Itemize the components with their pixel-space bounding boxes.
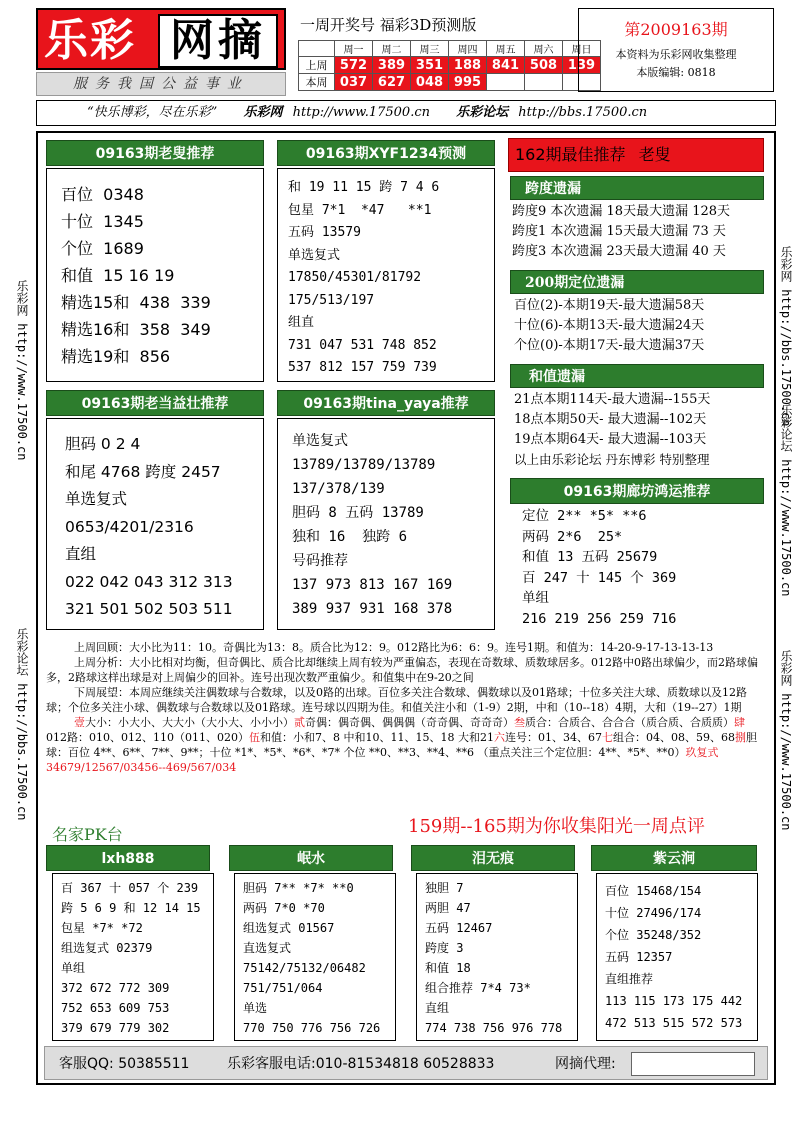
xyf-title: 09163期XYF1234预测 [277, 140, 495, 166]
pk-col-2-title: 岷水 [229, 845, 393, 871]
pick-key: 玖 [685, 746, 697, 759]
laodang-panel [46, 418, 264, 630]
pos-miss-line: 个位(0)-本期17天-最大遗漏37天 [514, 338, 705, 353]
site-logo [36, 8, 286, 70]
pick-key: 肆 [734, 716, 745, 729]
sum-miss-credit: 以上由乐彩论坛 丹东博彩 特别整理 [514, 452, 710, 467]
laodang-line: 单选复式 [65, 490, 128, 508]
pk-line: 组选复式 01567 [243, 921, 335, 935]
tina-line: 单选复式 [292, 433, 348, 449]
laodang-line: 022 042 043 312 313 [65, 572, 233, 591]
pk-line: 五码 12357 [605, 950, 673, 964]
draw-title: 一周开奖号 福彩3D预测版 [300, 16, 477, 34]
pk-col-2-panel [234, 873, 396, 1041]
span-miss-line: 跨度1 本次遗漏 15天最大遗漏 73 天 [512, 224, 726, 239]
pk-label: 名家PK台 [52, 825, 123, 844]
pick-key: 贰 [294, 716, 305, 729]
pos-miss-line: 百位(2)-本期19天-最大遗漏58天 [514, 298, 705, 313]
pk-line: 372 672 772 309 [61, 981, 170, 995]
pk-col-1-title: lxh888 [46, 845, 210, 871]
pk-line: 两胆 47 [425, 901, 471, 915]
span-miss-panel [512, 202, 766, 264]
draw-number-empty [525, 74, 563, 91]
draw-number: 048 [411, 74, 449, 91]
draw-number: 139 [563, 57, 601, 74]
editor-note: 本版编辑: 0818 [636, 66, 716, 79]
pick-key: 捌 [734, 731, 746, 744]
pick-text: 大小：小大小、大大小（大小大、小小小） [85, 716, 294, 729]
issue-number: 第2009163期 [624, 20, 728, 39]
sum-miss-title: 和值遗漏 [510, 364, 764, 388]
xyf-line: 单选复式 [288, 247, 341, 263]
laodang-title: 09163期老当益壮推荐 [46, 390, 264, 416]
pos-miss-panel [514, 296, 764, 358]
footer-bar [44, 1046, 768, 1080]
pick-key: 壹 [74, 716, 85, 729]
laosou-line: 十位 1345 [61, 212, 144, 231]
motto: “快乐博彩，尽在乐彩” [87, 105, 218, 120]
pk-line: 和值 18 [425, 961, 471, 975]
pk-line: 个位 35248/352 [605, 928, 702, 942]
draw-number: 508 [525, 57, 563, 74]
best-author: 老叟 [638, 145, 671, 164]
draw-number: 572 [335, 57, 373, 74]
issue-box [578, 8, 774, 92]
pk-line: 百位 15468/154 [605, 884, 702, 898]
table-row [299, 57, 601, 74]
banner [36, 100, 776, 126]
side-text-left-bottom: 乐彩论坛 http://bbs.17500.cn [15, 628, 29, 821]
row-label: 上周 [299, 57, 335, 74]
pk-promo: 159期--165期为你收集阳光一周点评 [408, 816, 705, 837]
side-text-right-bottom: 乐彩网 http://www.17500.cn [779, 650, 793, 831]
pos-miss-title: 200期定位遗漏 [510, 270, 764, 294]
pick-text: 胆球：百位 4**、6**、7**、9**；十位 *1*、*5*、*6*、*7* 个位 **0、**3、**4、**6 （重点关注三个定位胆：4**、*5*、**0） [46, 731, 757, 759]
pk-line: 组合推荐 7*4 73* [425, 981, 531, 995]
pk-col-3-panel [416, 873, 578, 1041]
pk-line: 胆码 7** *7* **0 [243, 881, 354, 895]
analysis-review: 上周回顾：大小比为11：10。奇偶比为13：8。质合比为12：9。012路比为6：6：9。连号1期。和值为：14-20-9-17-13-13-13 [74, 641, 714, 654]
sum-miss-panel [514, 390, 764, 474]
pick-text-red: 复式 34679/12567/03456--469/567/034 [46, 746, 719, 774]
laodang-line: 0653/4201/2316 [65, 517, 194, 536]
table-row [299, 74, 601, 91]
pk-line: 770 750 776 756 726 [243, 1021, 381, 1035]
side-text-left-top: 乐彩网 http://www.17500.cn [15, 280, 29, 461]
draw-number: 037 [335, 74, 373, 91]
pk-line: 直组 [425, 1001, 450, 1015]
footer-phone: 乐彩客服电话:010-81534818 60528833 [227, 1056, 495, 1072]
pk-line: 774 738 756 976 778 [425, 1021, 563, 1035]
tina-line: 13789/13789/13789 [292, 457, 436, 473]
laosou-panel [46, 168, 264, 382]
analysis-analysis: 上周分析：大小比相对均衡，但奇偶比、质合比却继续上周有较为严重偏态，表现在奇数球、质数球居多。012路中0路出球偏少，而2路球偏多，2路球这样出球是对上周偏少的回补。连号出现次数严重偏少。和值集中在9-20之间 [46, 656, 758, 684]
pos-miss-line: 十位(6)-本期13天-最大遗漏24天 [514, 318, 705, 333]
laodang-line: 胆码 0 2 4 [65, 435, 141, 453]
draw-number: 841 [487, 57, 525, 74]
tina-line: 胆码 8 五码 13789 [292, 505, 424, 521]
xyf-line: 175/513/197 [288, 292, 375, 308]
issue-note: 本资料为乐彩网收集整理 [615, 48, 737, 61]
agent-box [631, 1052, 755, 1076]
weekly-draw-table [298, 40, 601, 91]
pk-col-4-title: 紫云涧 [591, 845, 757, 871]
draw-number-empty [487, 74, 525, 91]
tina-line: 独和 16 独跨 6 [292, 529, 408, 545]
xyf-panel [277, 168, 495, 382]
pk-line: 752 653 609 753 [61, 1001, 170, 1015]
pk-line: 单选 [243, 1001, 268, 1015]
langfang-line: 两码 2*6 25* [522, 528, 623, 545]
pick-text: 012路：010、012、110（011、020） [46, 731, 249, 744]
pk-line: 跨度 3 [425, 941, 464, 955]
laosou-line: 精选19和 856 [61, 347, 171, 366]
sum-miss-line: 18点本期50天- 最大遗漏--102天 [514, 412, 707, 427]
analysis-outlook: 下周展望：本周应继续关注偶数球与合数球，以及0路的出球。百位多关注合数球、偶数球以及01路球；十位多关注大球、质数球以及12路球；个位多关注小球、偶数球与合数球以及01路球。连号球以四期为佳。和值关注小和（1-9）2期，中和（10--18）4期，大和（19--27）1期 [46, 686, 747, 714]
draw-number: 995 [449, 74, 487, 91]
analysis-picks [46, 715, 764, 775]
sum-miss-line: 21点本期114天-最大遗漏--155天 [514, 392, 711, 407]
draw-number: 188 [449, 57, 487, 74]
draw-number: 351 [411, 57, 449, 74]
tina-title: 09163期tina_yaya推荐 [277, 390, 495, 416]
footer-qq: 客服QQ: 50385511 [59, 1056, 190, 1072]
langfang-line: 单组 [522, 590, 549, 606]
pk-line: 单组 [61, 961, 86, 975]
sum-miss-line: 19点本期64天- 最大遗漏--103天 [514, 432, 707, 447]
pick-key: 七 [601, 731, 613, 744]
logo-white-block [158, 14, 278, 68]
span-miss-line: 跨度9 本次遗漏 18天最大遗漏 128天 [512, 204, 731, 219]
forum-name: 乐彩论坛 [456, 105, 509, 120]
pk-col-3-title: 泪无痕 [411, 845, 575, 871]
site-url-link[interactable]: http://www.17500.cn [292, 105, 430, 120]
langfang-line: 百 247 十 145 个 369 [522, 569, 677, 586]
pk-line: 379 679 779 302 [61, 1021, 170, 1035]
table-header: 周二 [373, 41, 411, 57]
pk-line: 472 513 515 572 573 [605, 1016, 743, 1030]
pick-text: 组合：04、08、59、68 [612, 731, 735, 744]
pk-line: 五码 12467 [425, 921, 493, 935]
tina-line: 137/378/139 [292, 481, 385, 497]
pk-line: 113 115 173 175 442 [605, 994, 743, 1008]
pick-text: 奇偶：偶奇偶、偶偶偶（奇奇偶、奇奇奇） [305, 716, 514, 729]
row-label: 本周 [299, 74, 335, 91]
span-miss-line: 跨度3 本次遗漏 23天最大遗漏 40 天 [512, 244, 726, 259]
laosou-title: 09163期老叟推荐 [46, 140, 264, 166]
laosou-line: 个位 1689 [61, 239, 144, 258]
laodang-line: 和尾 4768 跨度 2457 [65, 462, 221, 481]
best-recommend-banner [508, 138, 764, 172]
laosou-line: 和值 15 16 19 [61, 266, 175, 285]
pk-line: 十位 27496/174 [605, 906, 702, 920]
pk-line: 751/751/064 [243, 981, 323, 995]
table-header: 周五 [487, 41, 525, 57]
langfang-line: 和值 13 五码 25679 [522, 549, 658, 565]
pk-line: 独胆 7 [425, 881, 464, 895]
table-header: 周六 [525, 41, 563, 57]
pick-text: 和值：小和7、8 中和10、11、15、18 大和21 [259, 731, 494, 744]
logo-text-left: 乐彩 [44, 15, 136, 66]
span-miss-title: 跨度遗漏 [510, 176, 764, 200]
table-cell [299, 41, 335, 57]
pick-text: 连号：01、34、67 [504, 731, 602, 744]
laodang-line: 321 501 502 503 511 [65, 600, 233, 618]
pick-key: 伍 [248, 731, 260, 744]
pk-line: 75142/75132/06482 [243, 961, 366, 975]
side-text-right-mid: 乐彩论坛 http://www.17500.cn [779, 404, 793, 597]
draw-number: 389 [373, 57, 411, 74]
pk-line: 组选复式 02379 [61, 941, 153, 955]
langfang-panel [522, 506, 764, 630]
table-header: 周三 [411, 41, 449, 57]
table-header: 周日 [563, 41, 601, 57]
forum-url-link[interactable]: http://bbs.17500.cn [518, 105, 648, 120]
tina-panel [277, 418, 495, 630]
tina-line: 389 937 931 168 378 [292, 601, 453, 617]
pick-key: 叁 [514, 716, 525, 729]
footer-agent-label: 网摘代理: [555, 1056, 616, 1072]
table-header: 周四 [449, 41, 487, 57]
xyf-line: 五码 13579 [288, 225, 361, 240]
best-title: 162期最佳推荐 [515, 145, 626, 164]
xyf-line: 731 047 531 748 852 [288, 337, 437, 353]
site-name: 乐彩网 [243, 105, 283, 120]
langfang-line: 定位 2** *5* **6 [522, 508, 647, 524]
slogan: 服务我国公益事业 [36, 72, 286, 96]
tina-line: 号码推荐 [292, 553, 348, 569]
xyf-line: 包星 7*1 *47 **1 [288, 202, 432, 218]
laosou-line: 精选15和 438 339 [61, 293, 211, 312]
side-text-right-top: 乐彩网 http://bbs.17500.cn [779, 246, 793, 427]
draw-number: 627 [373, 74, 411, 91]
pk-line: 直选复式 [243, 941, 292, 955]
laosou-line: 精选16和 358 349 [61, 320, 211, 339]
langfang-line: 216 219 256 259 716 [522, 610, 677, 627]
table-header: 周一 [335, 41, 373, 57]
pick-text: 质合：合质合、合合合（质合质、合质质） [525, 716, 734, 729]
analysis-block [46, 640, 764, 775]
table-row [299, 41, 601, 57]
tina-line: 137 973 813 167 169 [292, 577, 453, 593]
laosou-line: 百位 0348 [61, 185, 144, 204]
xyf-line: 17850/45301/81792 [288, 270, 422, 285]
pk-line: 直组推荐 [605, 972, 654, 986]
pk-line: 包星 *7* *72 [61, 921, 143, 935]
pk-col-1-panel [52, 873, 214, 1041]
xyf-line: 537 812 157 759 739 [288, 360, 437, 375]
laodang-line: 直组 [65, 545, 97, 563]
xyf-line: 和 19 11 15 跨 7 4 6 [288, 180, 440, 195]
pick-key: 六 [493, 731, 505, 744]
pk-line: 两码 7*0 *70 [243, 901, 325, 915]
pk-line: 百 367 十 057 个 239 [61, 881, 199, 895]
pk-col-4-panel [596, 873, 758, 1041]
pk-line: 跨 5 6 9 和 12 14 15 [61, 901, 201, 915]
logo-text-right: 网摘 [170, 15, 266, 66]
langfang-title: 09163期廊坊鸿运推荐 [510, 478, 764, 504]
xyf-line: 组直 [288, 315, 315, 330]
